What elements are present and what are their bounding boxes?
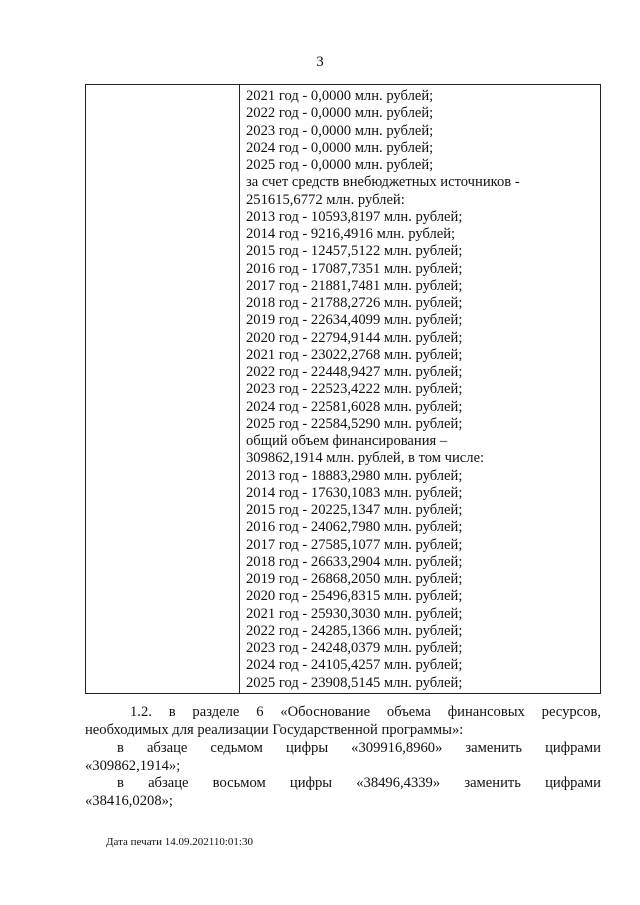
- table-line: 2013 год - 10593,8197 млн. рублей;: [246, 208, 463, 225]
- table-line: 2018 год - 26633,2904 млн. рублей;: [246, 553, 463, 570]
- table-line: 2019 год - 22634,4099 млн. рублей;: [246, 312, 463, 329]
- word: в: [168, 704, 176, 720]
- paragraph-1-line-1: [85, 704, 601, 722]
- paragraph-1: [85, 704, 601, 739]
- table-line: 2022 год - 24285,1366 млн. рублей;: [246, 622, 463, 639]
- table-line: 2020 год - 22794,9144 млн. рублей;: [246, 329, 463, 346]
- paragraph-2-line-1: [85, 740, 601, 758]
- word: цифрами: [545, 740, 601, 756]
- table-line: 2022 год - 0,0000 млн. рублей;: [246, 105, 434, 122]
- paragraph-3: [85, 775, 601, 810]
- word: седьмом: [210, 740, 263, 756]
- column-divider: [239, 85, 240, 693]
- table-line: общий объем финансирования –: [246, 433, 448, 449]
- word: в: [117, 775, 124, 791]
- table-line: 2021 год - 23022,2768 млн. рублей;: [246, 346, 463, 363]
- table-line: 2025 год - 23908,5145 млн. рублей;: [246, 674, 463, 691]
- financing-cell: [246, 88, 596, 692]
- word: ресурсов,: [541, 704, 601, 720]
- print-date: Дата печати 14.09.202110:01:30: [106, 836, 253, 848]
- word: цифрами: [545, 775, 601, 791]
- word: заменить: [465, 740, 523, 756]
- word: абзаце: [148, 775, 189, 791]
- paragraph-1-line-2: необходимых для реализации Государственной программы»:: [85, 721, 464, 738]
- page-number: 3: [316, 54, 324, 70]
- table-line: 2023 год - 24248,0379 млн. рублей;: [246, 640, 463, 656]
- table-line: 2016 год - 17087,7351 млн. рублей;: [246, 260, 463, 277]
- table-line: 2017 год - 27585,1077 млн. рублей;: [246, 536, 463, 553]
- table-line: 2024 год - 24105,4257 млн. рублей;: [246, 657, 463, 674]
- table-line: 2025 год - 0,0000 млн. рублей;: [246, 157, 434, 173]
- word: финансовых: [447, 704, 525, 720]
- table-line: 2015 год - 12457,5122 млн. рублей;: [246, 243, 463, 260]
- table-line: 2021 год - 25930,3030 млн. рублей;: [246, 605, 463, 622]
- table-line: 2016 год - 24062,7980 млн. рублей;: [246, 519, 463, 536]
- table-line: 2014 год - 9216,4916 млн. рублей;: [246, 226, 456, 242]
- table-line: 2020 год - 25496,8315 млн. рублей;: [246, 588, 463, 605]
- table-line: 309862,1914 млн. рублей, в том числе:: [246, 450, 485, 467]
- word: восьмом: [212, 775, 266, 791]
- word: заменить: [464, 775, 521, 791]
- word: разделе: [192, 704, 240, 720]
- table-line: 2017 год - 21881,7481 млн. рублей;: [246, 277, 463, 294]
- table-line: 2023 год - 22523,4222 млн. рублей;: [246, 381, 463, 398]
- word: цифры: [285, 740, 329, 756]
- word: цифры: [289, 775, 333, 791]
- table-line: за счет средств внебюджетных источников -: [246, 174, 520, 191]
- paragraph-3-line-2: «38416,0208»;: [85, 792, 173, 809]
- table-line: 2024 год - 0,0000 млн. рублей;: [246, 139, 434, 156]
- word: абзаце: [146, 740, 188, 756]
- word: «38496,4339»: [356, 775, 441, 791]
- table-line: 251615,6772 млн. рублей:: [246, 191, 405, 208]
- table-line: 2013 год - 18883,2980 млн. рублей;: [246, 467, 463, 484]
- paragraph-2: [85, 740, 601, 775]
- table-line: 2024 год - 22581,6028 млн. рублей;: [246, 398, 463, 415]
- table-line: 2021 год - 0,0000 млн. рублей;: [246, 88, 434, 104]
- word: 1.2.: [130, 704, 152, 720]
- word: «Обоснование: [280, 704, 371, 720]
- table-line: 2022 год - 22448,9427 млн. рублей;: [246, 364, 463, 380]
- financing-table: [85, 84, 601, 694]
- word: 6: [256, 704, 264, 720]
- table-line: 2025 год - 22584,5290 млн. рублей;: [246, 415, 463, 432]
- table-line: 2019 год - 26868,2050 млн. рублей;: [246, 571, 463, 587]
- table-line: 2018 год - 21788,2726 млн. рублей;: [246, 295, 463, 311]
- table-line: 2015 год - 20225,1347 млн. рублей;: [246, 502, 463, 518]
- word: «309916,8960»: [351, 740, 443, 756]
- paragraph-3-line-1: [85, 775, 601, 793]
- word: в: [117, 740, 124, 756]
- paragraph-2-line-2: «309862,1914»;: [85, 757, 181, 774]
- table-line: 2014 год - 17630,1083 млн. рублей;: [246, 484, 463, 501]
- word: объема: [386, 704, 431, 720]
- table-line: 2023 год - 0,0000 млн. рублей;: [246, 122, 434, 139]
